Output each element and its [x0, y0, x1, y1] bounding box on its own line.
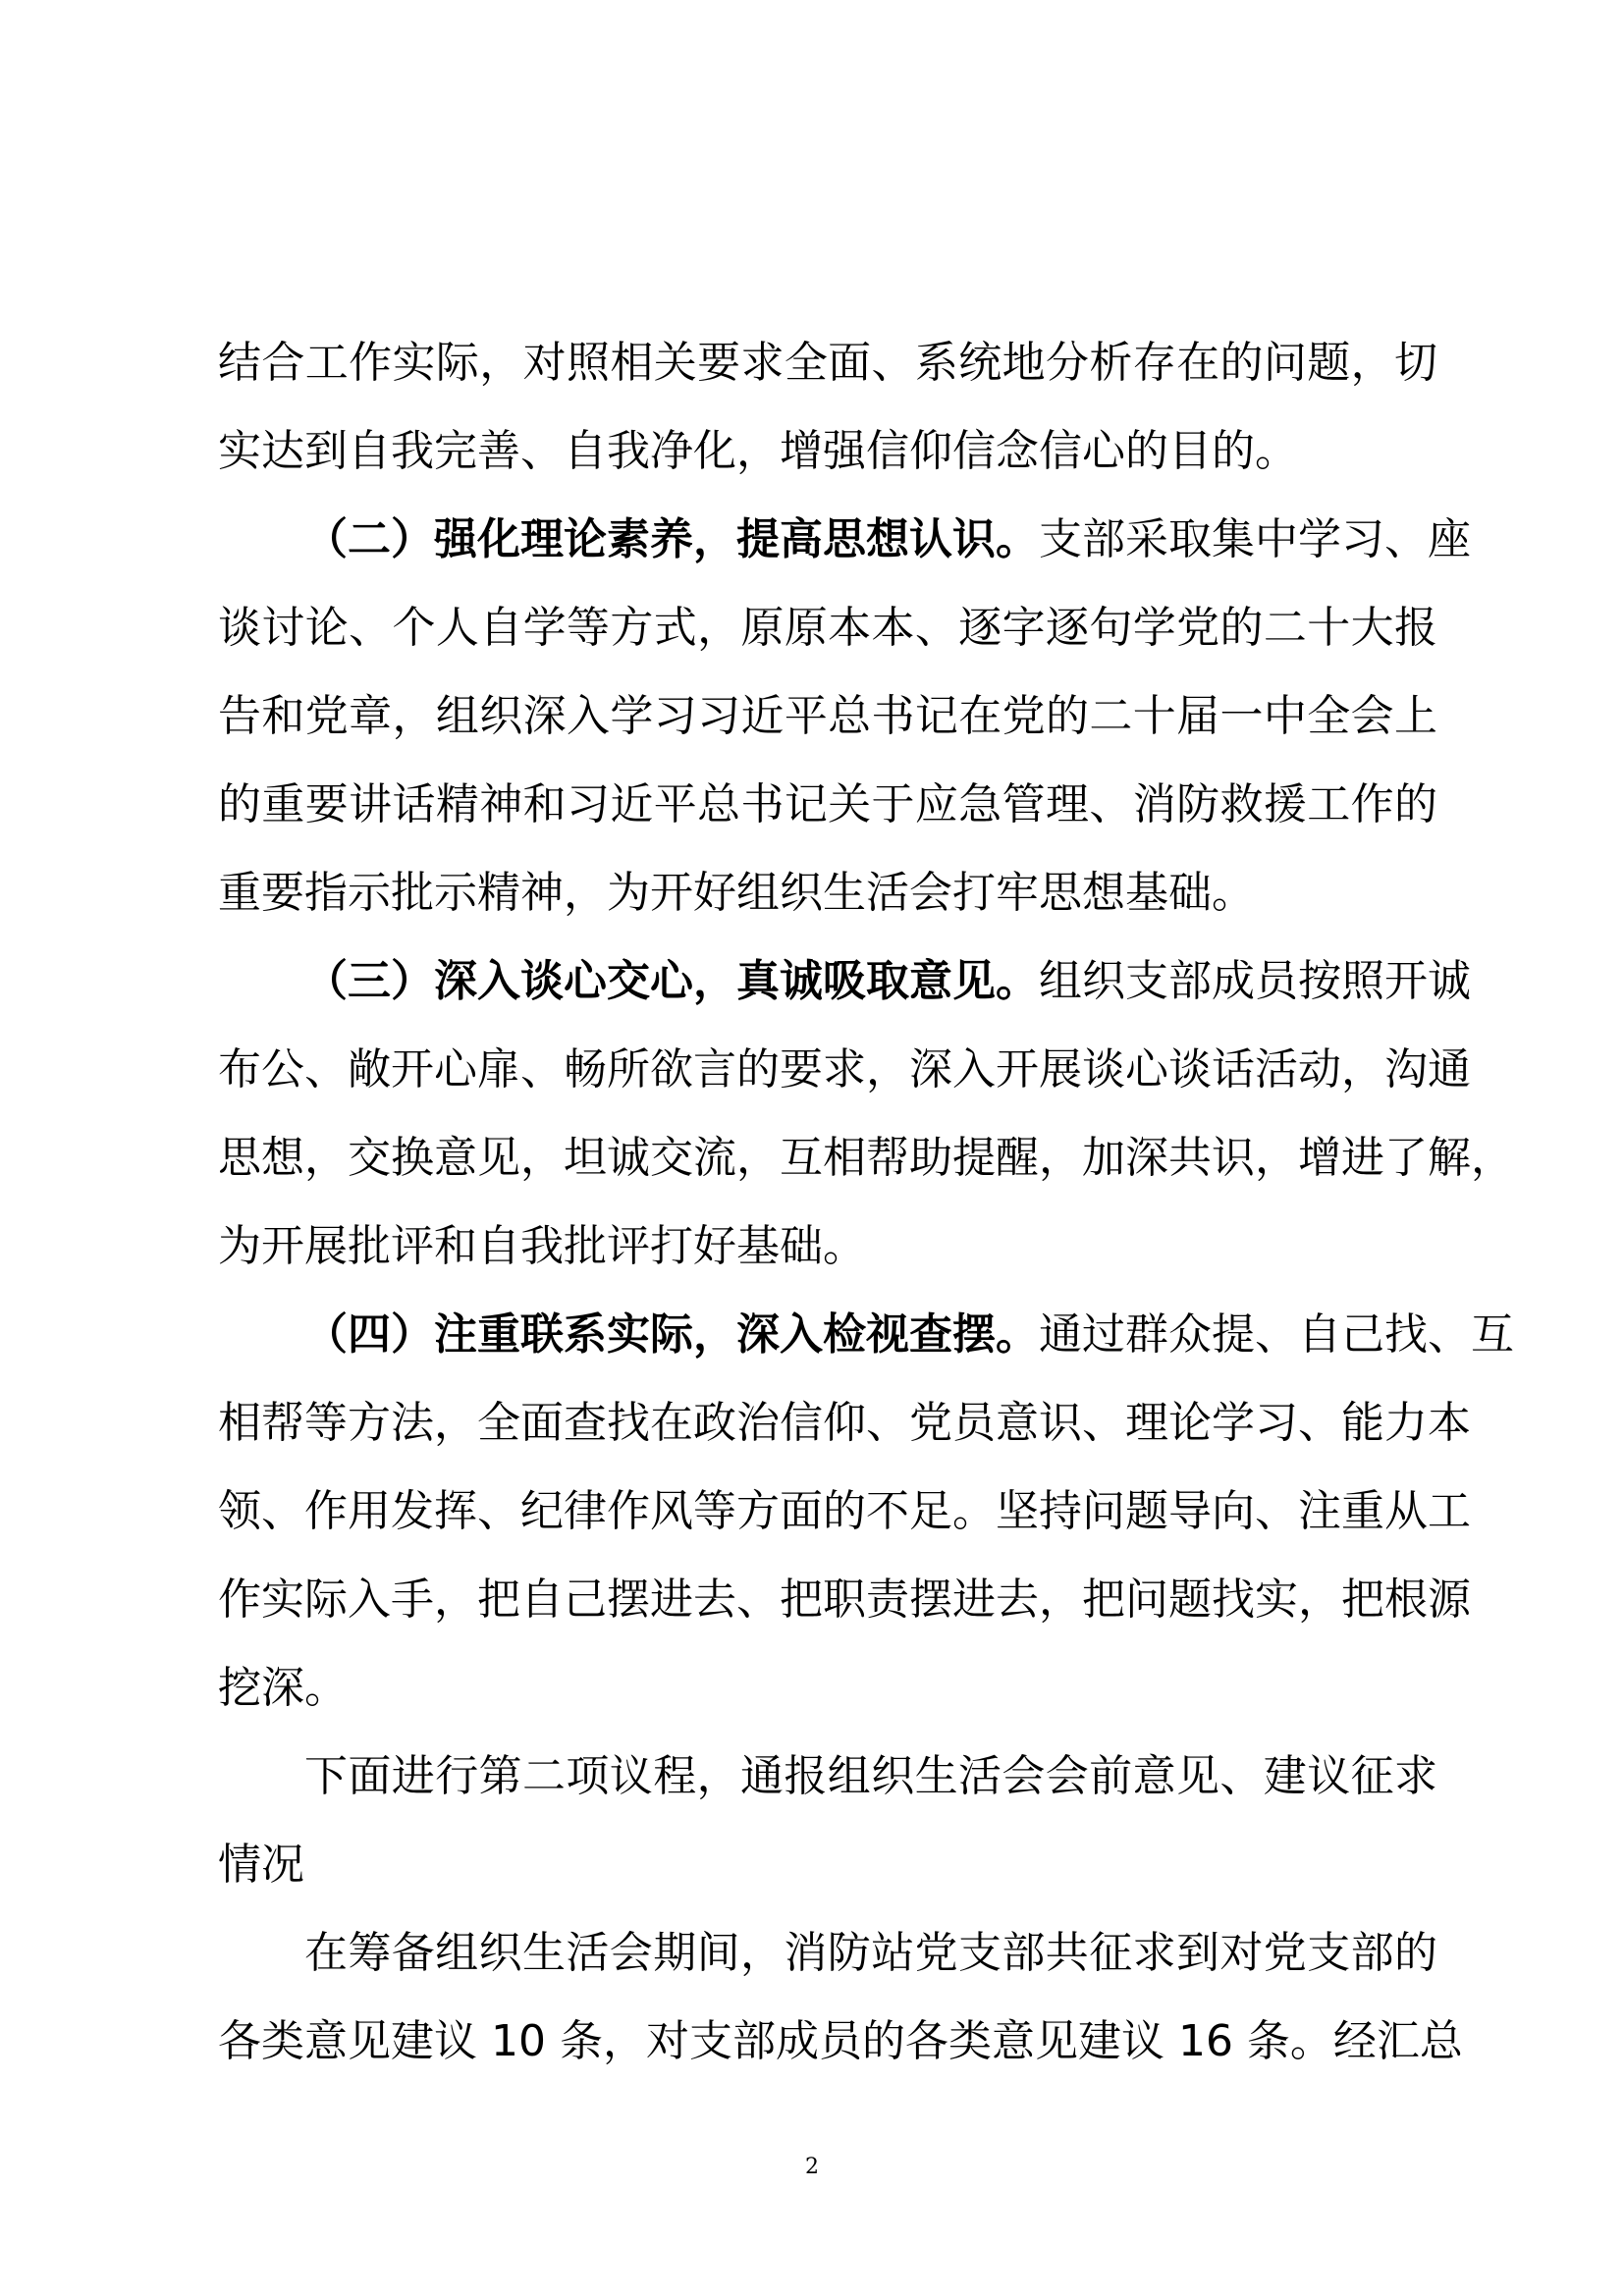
paragraph-line: 挖深。: [218, 1663, 348, 1713]
paragraph-line: 的重要讲话精神和习近平总书记关于应急管理、消防救援工作的: [218, 779, 1437, 829]
paragraph-line: 领、作用发挥、纪律作风等方面的不足。坚持问题导向、注重从工: [218, 1486, 1471, 1536]
paragraph-line: 在筹备组织生活会期间，消防站党支部共征求到对党支部的: [304, 1928, 1437, 1978]
paragraph-text: 组织支部成员按照开诚: [1039, 956, 1471, 1006]
paragraph-text: 通过群众提、自己找、互: [1039, 1309, 1514, 1360]
document-body: [218, 319, 1514, 2086]
page-number: 2: [805, 2155, 819, 2179]
paragraph-text: 支部采取集中学习、座: [1039, 514, 1471, 564]
paragraph-line: 为开展批评和自我批评打好基础。: [218, 1221, 866, 1271]
paragraph-first-line: [218, 496, 1471, 584]
paragraph-5: [218, 1733, 1437, 1909]
paragraph-2: [218, 496, 1471, 937]
paragraph-line: 告和党章，组织深入学习习近平总书记在党的二十届一中全会上: [218, 691, 1437, 741]
paragraph-1: [218, 319, 1437, 496]
paragraph-line: 各类意见建议 10 条，对支部成员的各类意见建议 16 条。经汇总: [218, 2016, 1463, 2066]
paragraph-line: 思想，交换意见，坦诚交流，互相帮助提醒，加深共识，增进了解，: [218, 1133, 1514, 1183]
paragraph-line: 结合工作实际，对照相关要求全面、系统地分析存在的问题，切: [218, 338, 1437, 388]
paragraph-4: [218, 1291, 1514, 1733]
paragraph-line: 情况: [218, 1840, 304, 1890]
paragraph-6: [218, 1909, 1463, 2086]
paragraph-line: 下面进行第二项议程，通报组织生活会会前意见、建议征求: [304, 1751, 1437, 1801]
paragraph-line: 重要指示批示精神，为开好组织生活会打牢思想基础。: [218, 868, 1255, 918]
paragraph-line: 相帮等方法，全面查找在政治信仰、党员意识、理论学习、能力本: [218, 1398, 1471, 1448]
paragraph-3: [218, 937, 1514, 1291]
paragraph-line: 实达到自我完善、自我净化，增强信仰信念信心的目的。: [218, 426, 1298, 476]
section-heading-4: （四）注重联系实际，深入检视查摆。: [304, 1309, 1039, 1360]
paragraph-line: 布公、敞开心扉、畅所欲言的要求，深入开展谈心谈话活动，沟通: [218, 1044, 1471, 1095]
paragraph-line: 作实际入手，把自己摆进去、把职责摆进去，把问题找实，把根源: [218, 1575, 1471, 1625]
paragraph-line: 谈讨论、个人自学等方式，原原本本、逐字逐句学党的二十大报: [218, 603, 1437, 653]
section-heading-2: （二）强化理论素养，提高思想认识。: [304, 514, 1039, 564]
paragraph-first-line: [218, 1291, 1514, 1379]
paragraph-first-line: [218, 937, 1471, 1026]
section-heading-3: （三）深入谈心交心，真诚吸取意见。: [304, 956, 1039, 1006]
